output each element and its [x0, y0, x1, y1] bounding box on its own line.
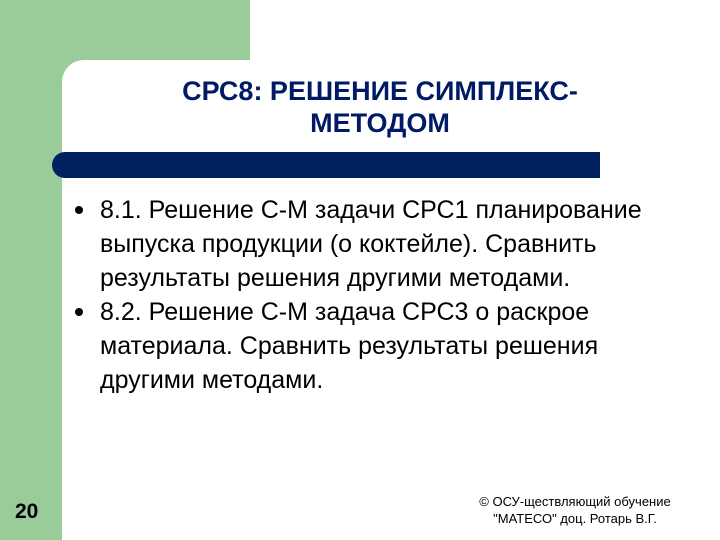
title-divider-bar	[52, 152, 600, 178]
slide-title: СРС8: РЕШЕНИЕ СИМПЛЕКС- МЕТОДОМ	[182, 76, 578, 138]
slide-number: 20	[15, 500, 39, 523]
bullet-text: 8.2. Решение С-М задача СРС3 о раскрое материала. Сравнить результаты решения другими методами.	[100, 298, 599, 394]
footer-line-1: © ОСУ-ществляющий обучение	[479, 494, 671, 509]
footer-line-2: "МАТЕСО" доц. Ротарь В.Г.	[493, 511, 657, 526]
bullet-item	[72, 295, 672, 397]
footer-credit	[440, 493, 710, 527]
bullet-text: 8.1. Решение С-М задачи СРС1 планирование выпуска продукции (о коктейле). Сравнить результаты решения другими методами.	[100, 196, 642, 292]
bullet-dot-icon	[75, 308, 83, 316]
bullet-item	[72, 193, 672, 295]
bullet-list	[72, 193, 672, 397]
bullet-dot-icon	[75, 206, 83, 214]
